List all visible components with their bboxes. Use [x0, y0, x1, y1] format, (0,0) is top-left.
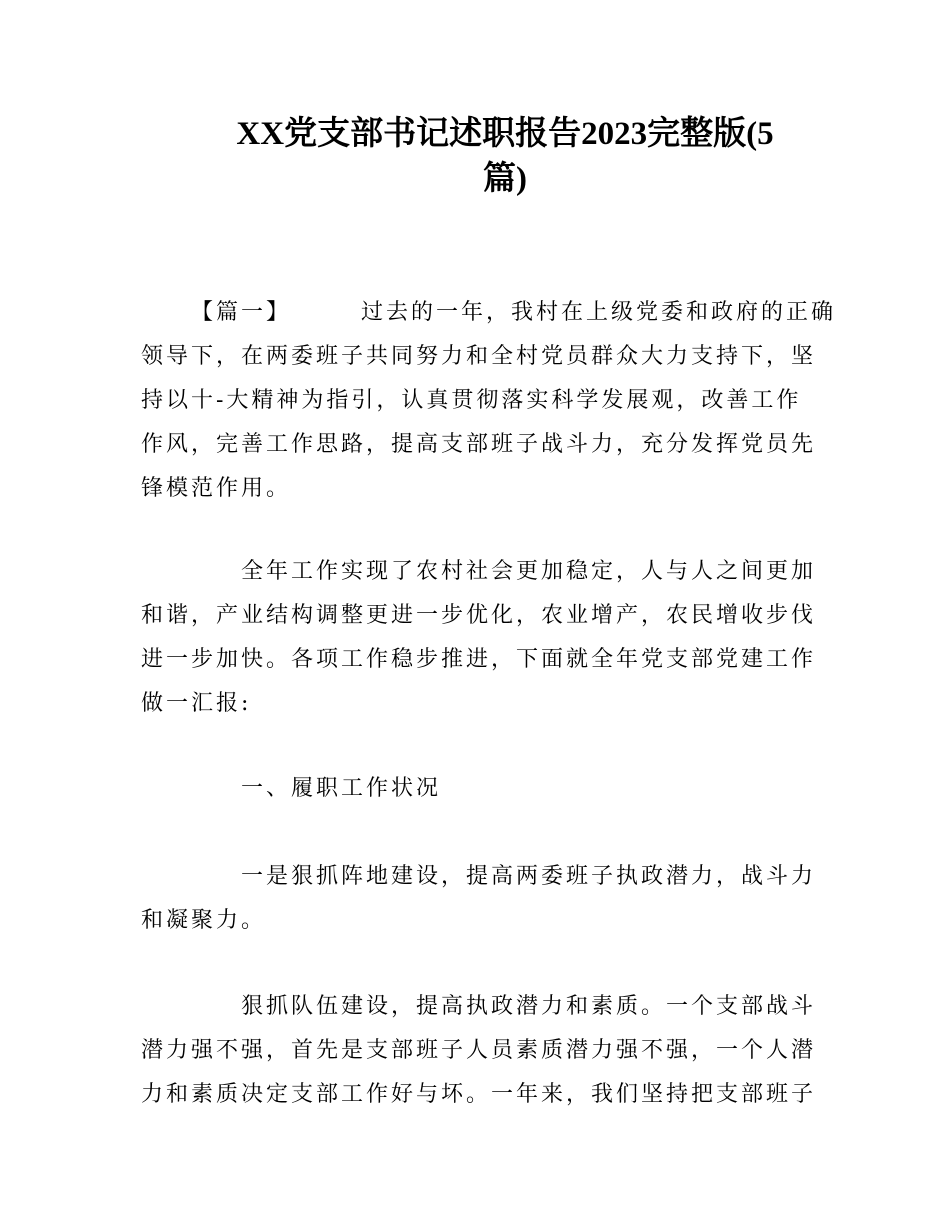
paragraph-line: 作风，完善工作思路，提高支部班子战斗力，充分发挥党员先 [141, 432, 817, 457]
paragraph-line: 做一汇报: [141, 691, 252, 716]
document-title [205, 112, 805, 202]
paragraph-line: 进一步加快。各项工作稳步推进，下面就全年党支部党建工作 [141, 647, 817, 672]
paragraph-2 [141, 550, 817, 726]
title-line-2: 篇) [483, 161, 527, 197]
paragraph-line: 领导下，在两委班子共同努力和全村党员群众大力支持下，坚 [141, 344, 817, 369]
paragraph-line: 持以十-大精神为指引，认真贯彻落实科学发展观，改善工作 [141, 388, 802, 413]
heading-text: 一、履职工作状况 [241, 776, 442, 801]
paragraph-line: 潜力强不强，首先是支部班子人员素质潜力强不强，一个人潜 [141, 1038, 817, 1063]
paragraph-text: 过去的一年，我村在上级党委和政府的正确 [361, 300, 837, 325]
paragraph-4 [141, 985, 817, 1117]
paragraph-1 [141, 291, 837, 511]
paragraph-line: 一是狠抓阵地建设，提高两委班子执政潜力，战斗力 [241, 864, 817, 889]
paragraph-line: 和谐，产业结构调整更进一步优化，农业增产，农民增收步伐 [141, 603, 817, 628]
paragraph-3 [141, 855, 817, 943]
paragraph-line: 力和素质决定支部工作好与坏。一年来，我们坚持把支部班子 [141, 1082, 817, 1107]
section-heading [141, 767, 811, 811]
paragraph-line: 狠抓队伍建设，提高执政潜力和素质。一个支部战斗 [241, 994, 817, 1019]
paragraph-line: 全年工作实现了农村社会更加稳定，人与人之间更加 [241, 559, 817, 584]
title-line-1: XX党支部书记述职报告2023完整版(5 [236, 116, 774, 152]
paragraph-line [141, 291, 837, 335]
paragraph-line: 锋模范作用。 [141, 476, 292, 501]
paragraph-line: 和凝聚力。 [141, 908, 267, 933]
section-tag: 【篇一】 [191, 300, 292, 325]
